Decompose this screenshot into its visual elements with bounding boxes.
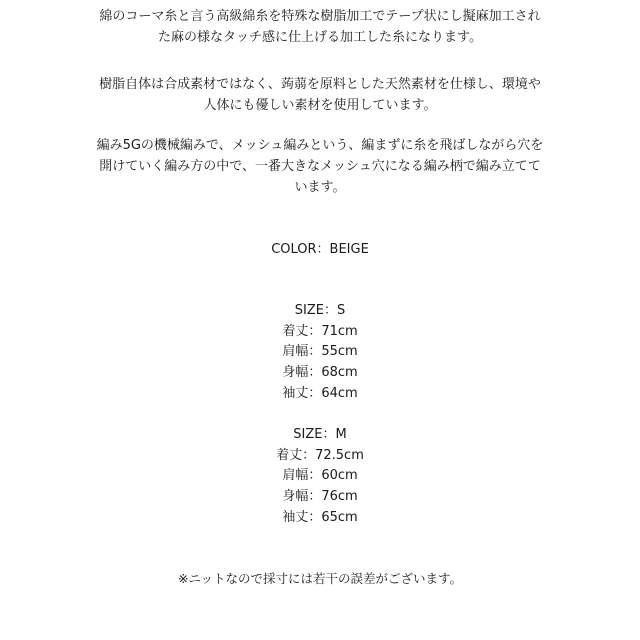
text-line: 人体にも優しい素材を使用しています。 [203,98,437,113]
text-line: います。 [294,180,346,195]
text-line: 開けていく編み方の中で、一番大きなメッシュ穴になる編み柄で編み立てて [99,159,541,174]
material-description-paragraph [84,74,556,116]
size-s-block [0,301,640,405]
chest-measure: 身幅：76cm [282,489,358,505]
sleeve-measure: 袖丈：64cm [282,385,358,401]
size-heading: SIZE：M [293,427,347,442]
sleeve-measure: 袖丈：65cm [282,509,358,525]
text-line: 編み5Gの機械編みで、メッシュ編みという、編まずに糸を飛ばしながら穴を [96,138,544,153]
text-line: 綿のコーマ糸と言う高級綿糸を特殊な樹脂加工でテープ状にし擬麻加工され [99,9,541,24]
measurement-note: ※ニットなので採寸には若干の誤差がございます。 [178,571,462,586]
size-heading: SIZE：S [294,303,346,318]
knit-description-paragraph [84,135,556,198]
shoulder-measure: 肩幅：60cm [282,468,358,484]
color-label: COLOR：BEIGE [271,242,369,257]
length-measure: 着丈：72.5cm [276,447,364,463]
length-measure: 着丈：71cm [282,323,358,339]
yarn-description-paragraph [84,6,556,48]
shoulder-measure: 肩幅：55cm [282,344,358,360]
size-m-block [0,425,640,529]
text-line: た麻の様なタッチ感に仕上げる加工した糸になります。 [158,30,482,45]
text-line: 樹脂自体は合成素材ではなく、蒟蒻を原料とした天然素材を仕様し、環境や [99,77,541,92]
chest-measure: 身幅：68cm [282,365,358,381]
